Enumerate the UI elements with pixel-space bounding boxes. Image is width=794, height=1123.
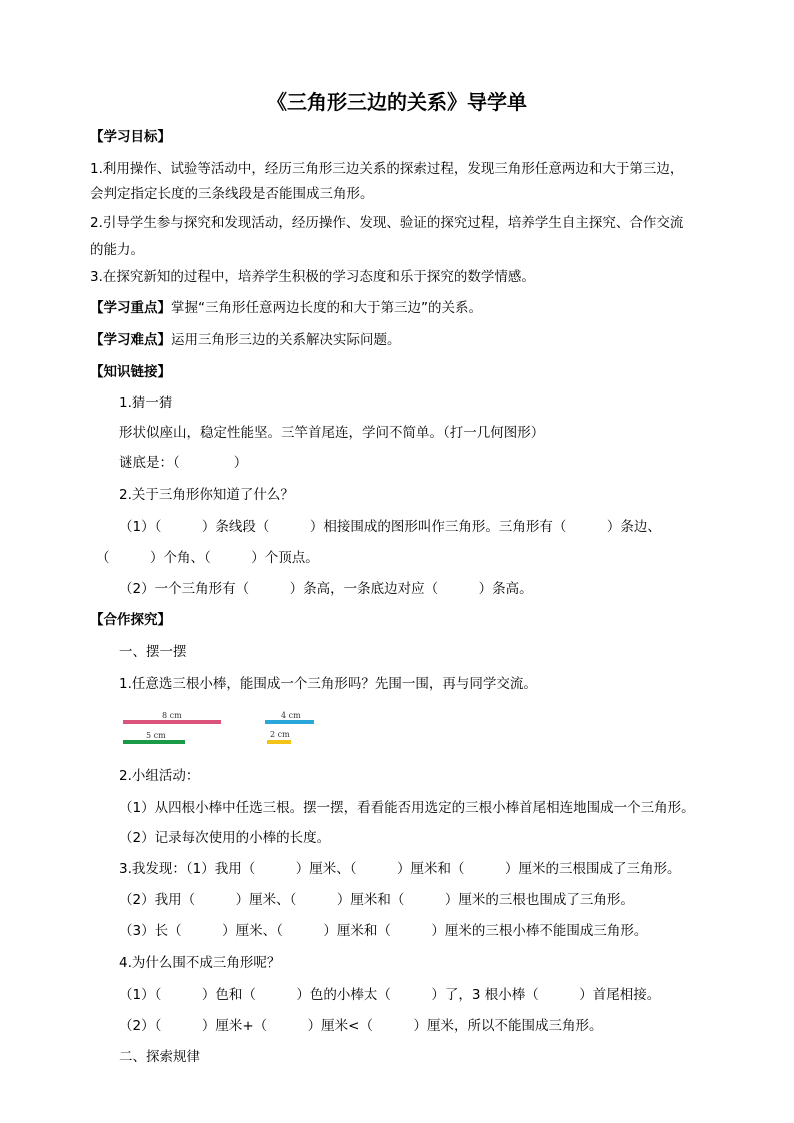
guess-title: 1.猜一猜 — [119, 395, 173, 411]
stick-5cm-label: 5 cm — [146, 731, 166, 740]
riddle-answer: 谜底是：（ ） — [119, 455, 248, 471]
stick-2cm-label: 2 cm — [270, 730, 290, 739]
why-answer-1: （1）（ ）色和（ ）色的小棒太（ ）了，3 根小棒（ ）首尾相接。 — [119, 987, 661, 1003]
stick-4cm-label: 4 cm — [281, 711, 301, 720]
page-title: 《三角形三边的关系》导学单 — [267, 90, 527, 114]
stick-8cm-label: 8 cm — [162, 711, 182, 720]
stick-2cm — [267, 740, 291, 744]
goal-3: 3.在探究新知的过程中，培养学生积极的学习态度和乐于探究的数学情感。 — [90, 269, 535, 285]
difficulty-point — [90, 331, 401, 349]
question-2: （2）一个三角形有（ ）条高，一条底边对应（ ）条高。 — [119, 581, 533, 597]
step-2-item-2: （2）记录每次使用的小棒的长度。 — [119, 830, 331, 846]
finding-2: （2）我用（ ）厘米、（ ）厘米和（ ）厘米的三根也围成了三角形。 — [119, 892, 634, 908]
finding-3: （3）长（ ）厘米、（ ）厘米和（ ）厘米的三根小棒不能围成三角形。 — [119, 923, 648, 939]
goal-2-line-b: 的能力。 — [90, 242, 144, 258]
key-heading: 【学习重点】 — [90, 300, 171, 316]
key-point — [90, 299, 482, 317]
step-2-item-1: （1）从四根小棒中任选三根。摆一摆，看看能否用选定的三根小棒首尾相连地围成一个三角形。 — [119, 800, 695, 816]
riddle-text: 形状似座山，稳定性能坚。三竿首尾连，学问不简单。（打一几何图形） — [119, 425, 545, 441]
question-1-line-b: （ ）个角、（ ）个顶点。 — [96, 550, 319, 566]
goals-heading: 【学习目标】 — [90, 129, 171, 145]
goal-2-line-a: 2.引导学生参与探究和发现活动，经历操作、发现、验证的探究过程，培养学生自主探究、合作交流 — [90, 215, 684, 231]
difficulty-text: 运用三角形三边的关系解决实际问题。 — [171, 332, 401, 348]
goal-1-line-a: 1.利用操作、试验等活动中，经历三角形三边关系的探索过程，发现三角形任意两边和大于第三边， — [90, 161, 684, 177]
knowledge-link-heading: 【知识链接】 — [90, 364, 171, 380]
cooperation-heading: 【合作探究】 — [90, 612, 171, 628]
step-2: 2.小组活动： — [119, 768, 200, 784]
difficulty-heading: 【学习难点】 — [90, 332, 171, 348]
key-text: 掌握“三角形任意两边长度的和大于第三边”的关系。 — [171, 300, 482, 316]
goal-1-line-b: 会判定指定长度的三条线段是否能围成三角形。 — [90, 186, 374, 202]
part-2-title: 二、探索规律 — [119, 1049, 200, 1065]
stick-5cm — [123, 740, 185, 744]
part-1-title: 一、摆一摆 — [119, 644, 187, 660]
triangle-known-question: 2.关于三角形你知道了什么？ — [119, 487, 294, 503]
stick-4cm — [265, 720, 314, 724]
why-answer-2: （2）（ ）厘米+（ ）厘米<（ ）厘米，所以不能围成三角形。 — [119, 1018, 603, 1034]
why-question: 4.为什么围不成三角形呢？ — [119, 955, 281, 971]
finding-1: 3.我发现：（1）我用（ ）厘米、（ ）厘米和（ ）厘米的三根围成了三角形。 — [119, 861, 681, 877]
step-1: 1.任意选三根小棒，能围成一个三角形吗？先围一围，再与同学交流。 — [119, 676, 537, 692]
question-1-line-a: （1）（ ）条线段（ ）相接围成的图形叫作三角形。三角形有（ ）条边、 — [119, 519, 661, 535]
stick-8cm — [123, 720, 221, 724]
